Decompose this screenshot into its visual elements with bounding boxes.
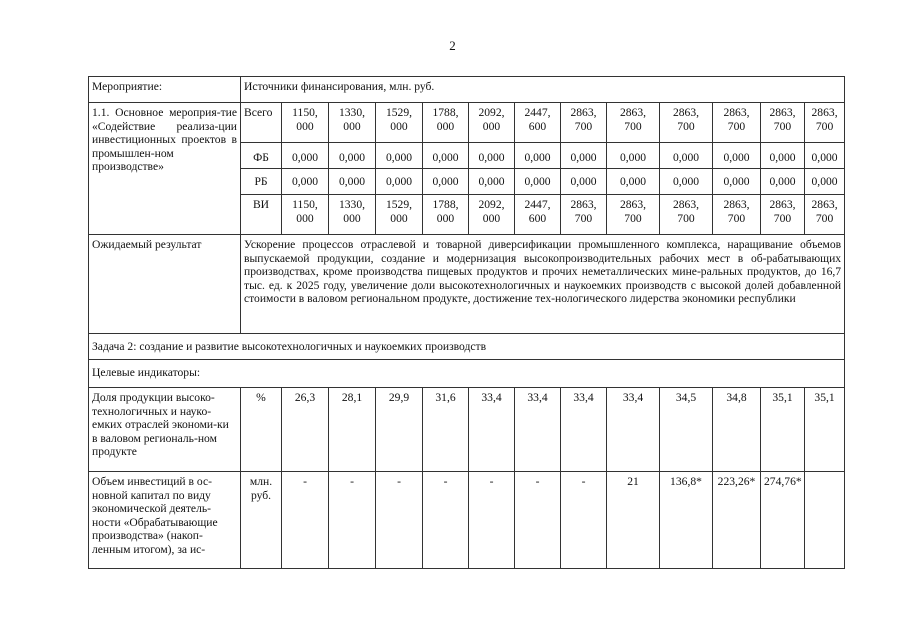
- funding-value: 2447, 600: [515, 103, 561, 143]
- funding-value: 1330, 000: [329, 103, 376, 143]
- indicator-value: 136,8*: [660, 472, 713, 569]
- indicator-value: 29,9: [376, 388, 423, 472]
- measure-title: 1.1. Основное мероприя-тие «Содействие реализа-ции инвестиционных проектов в промышлен-ном производстве»: [89, 103, 241, 235]
- indicator-value: 33,4: [469, 388, 515, 472]
- funding-value: 0,000: [805, 169, 845, 195]
- indicator-value: -: [423, 472, 469, 569]
- task-row: [89, 334, 845, 360]
- funding-value: 2863, 700: [761, 195, 805, 235]
- funding-value: 2863, 700: [561, 195, 607, 235]
- funding-value: 0,000: [515, 169, 561, 195]
- funding-value: 0,000: [561, 143, 607, 169]
- indicator-unit: %: [241, 388, 282, 472]
- funding-row-label: РБ: [241, 169, 282, 195]
- indicator-value: 33,4: [607, 388, 660, 472]
- indicator-value: 35,1: [761, 388, 805, 472]
- funding-value: 2863, 700: [805, 103, 845, 143]
- indicator-value: -: [561, 472, 607, 569]
- funding-value: 1529, 000: [376, 195, 423, 235]
- funding-value: 2863, 700: [805, 195, 845, 235]
- funding-value: 2863, 700: [713, 195, 761, 235]
- targets-row: [89, 360, 845, 388]
- funding-value: 0,000: [607, 169, 660, 195]
- header-row: [89, 77, 845, 103]
- funding-value: 1150, 000: [282, 103, 329, 143]
- funding-value: 2447, 600: [515, 195, 561, 235]
- funding-value: 1788, 000: [423, 195, 469, 235]
- indicator-value: 34,5: [660, 388, 713, 472]
- indicator-value: -: [282, 472, 329, 569]
- funding-value: 1150, 000: [282, 195, 329, 235]
- funding-sources-header: Источники финансирования, млн. руб.: [241, 77, 845, 103]
- funding-value: 0,000: [423, 143, 469, 169]
- program-table: [88, 76, 845, 569]
- target-indicators-heading: Целевые индикаторы:: [89, 360, 845, 388]
- indicator-value: -: [329, 472, 376, 569]
- funding-value: 0,000: [761, 143, 805, 169]
- indicator-value: 33,4: [515, 388, 561, 472]
- indicator-label: Доля продукции высоко-технологичных и науко-емких отраслей экономи-ки в валовом региональ-ном продукте: [89, 388, 241, 472]
- indicator-value: 26,3: [282, 388, 329, 472]
- expected-result-text: Ускорение процессов отраслевой и товарной диверсификации промышленного комплекса, наращивание объемов выпускаемой продукции, создание и модернизация высокопроизводительных рабочих мест в об-рабатывающих производствах, кроме производства пищевых продуктов и прочих неметаллических мине-ральных продуктов, до 16,7 тыс. ед. к 2025 году, увеличение доли высокотехнологичных и наукоемких производств с высокой долей добавленной стоимости в валовом региональном продукте, достижение тех-нологического лидерства экономики республики: [241, 235, 845, 334]
- indicator-value: 33,4: [561, 388, 607, 472]
- funding-value: 0,000: [713, 169, 761, 195]
- funding-value: 0,000: [329, 143, 376, 169]
- funding-value: 0,000: [761, 169, 805, 195]
- funding-value: 2863, 700: [660, 103, 713, 143]
- funding-value: 0,000: [660, 169, 713, 195]
- expected-result-label: Ожидаемый результат: [89, 235, 241, 334]
- funding-value: 0,000: [282, 143, 329, 169]
- indicator-value: -: [515, 472, 561, 569]
- funding-value: 0,000: [713, 143, 761, 169]
- page-number: 2: [449, 38, 456, 53]
- indicator-value: -: [376, 472, 423, 569]
- funding-value: 0,000: [376, 143, 423, 169]
- indicator-value: 28,1: [329, 388, 376, 472]
- funding-row-label: ВИ: [241, 195, 282, 235]
- funding-value: 1788, 000: [423, 103, 469, 143]
- indicator-value: 21: [607, 472, 660, 569]
- indicator-row: [89, 388, 845, 472]
- funding-value: 2863, 700: [607, 103, 660, 143]
- funding-row-total: [89, 103, 845, 143]
- funding-value: 2092, 000: [469, 195, 515, 235]
- funding-value: 1529, 000: [376, 103, 423, 143]
- funding-value: 0,000: [805, 143, 845, 169]
- funding-value: 2863, 700: [713, 103, 761, 143]
- indicator-value: 274,76*: [761, 472, 805, 569]
- funding-value: 0,000: [282, 169, 329, 195]
- funding-value: 2863, 700: [561, 103, 607, 143]
- funding-value: 0,000: [376, 169, 423, 195]
- funding-value: 0,000: [329, 169, 376, 195]
- funding-value: 0,000: [469, 169, 515, 195]
- measure-header-label: Мероприятие:: [89, 77, 241, 103]
- funding-row-label: Всего: [241, 103, 282, 143]
- indicator-value: -: [469, 472, 515, 569]
- indicator-value: 35,1: [805, 388, 845, 472]
- funding-value: 0,000: [660, 143, 713, 169]
- funding-value: 2863, 700: [660, 195, 713, 235]
- funding-value: 2092, 000: [469, 103, 515, 143]
- indicator-row: [89, 472, 845, 569]
- funding-value: 0,000: [515, 143, 561, 169]
- indicator-value: 34,8: [713, 388, 761, 472]
- funding-value: 2863, 700: [607, 195, 660, 235]
- indicator-value: 31,6: [423, 388, 469, 472]
- task-2-heading: Задача 2: создание и развитие высокотехнологичных и наукоемких производств: [89, 334, 845, 360]
- funding-value: 0,000: [607, 143, 660, 169]
- funding-value: 1330, 000: [329, 195, 376, 235]
- funding-row-label: ФБ: [241, 143, 282, 169]
- funding-value: 0,000: [423, 169, 469, 195]
- indicator-value: 223,26*: [713, 472, 761, 569]
- funding-value: 0,000: [469, 143, 515, 169]
- indicator-value: [805, 472, 845, 569]
- funding-value: 2863, 700: [761, 103, 805, 143]
- indicator-label: Объем инвестиций в ос-новной капитал по виду экономической деятель-ности «Обрабатывающие производства» (накоп-ленным итогом), за ис-: [89, 472, 241, 569]
- indicator-unit: млн. руб.: [241, 472, 282, 569]
- funding-value: 0,000: [561, 169, 607, 195]
- expected-result-row: [89, 235, 845, 334]
